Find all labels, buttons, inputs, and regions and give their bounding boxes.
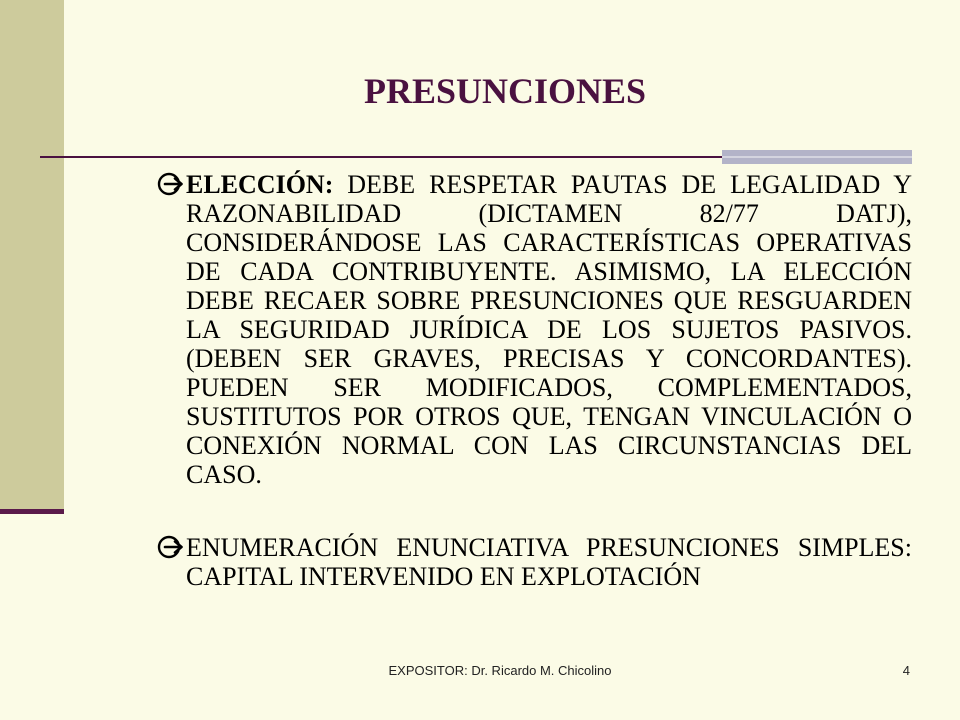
page-number: 4	[902, 663, 910, 678]
sidebar-divider	[0, 509, 64, 514]
bullet-body: DEBE RESPETAR PAUTAS DE LEGALIDAD Y RAZONABILIDAD (DICTAMEN 82/77 DATJ), CONSIDERÁNDOSE LAS CARACTERÍSTICAS OPERATIVAS DE CADA CONTRIBUYENTE. ASIMISMO, LA ELECCIÓN DEBE RECAER SOBRE PRESUNCIONES QUE RESGUARDEN LA SEGURIDAD JURÍDICA DE LOS SUJETOS PASIVOS. (DEBEN SER GRAVES, PRECISAS Y CONCORDANTES). PUEDEN SER MODIFICADOS, COMPLEMENTADOS, SUSTITUTOS POR OTROS QUE, TENGAN VINCULACIÓN O CONEXIÓN NORMAL CON LAS CIRCUNSTANCIAS DEL CASO.	[186, 170, 912, 489]
bullet-text	[186, 170, 912, 489]
footer-presenter: EXPOSITOR: Dr. Ricardo M. Chicolino	[388, 663, 612, 678]
title-divider-accent	[722, 150, 912, 164]
bullet-item	[156, 533, 912, 591]
slide-title: PRESUNCIONES	[363, 71, 647, 111]
circled-arrow-icon	[156, 170, 186, 199]
bullet-body: ENUMERACIÓN ENUNCIATIVA PRESUNCIONES SIMPLES: CAPITAL INTERVENIDO EN EXPLOTACIÓN	[186, 533, 912, 591]
circled-arrow-icon	[156, 533, 186, 562]
bullet-item	[156, 170, 912, 489]
bullet-lead: ELECCIÓN:	[186, 170, 334, 199]
decorative-sidebar	[0, 0, 64, 512]
bullet-text	[186, 533, 912, 591]
